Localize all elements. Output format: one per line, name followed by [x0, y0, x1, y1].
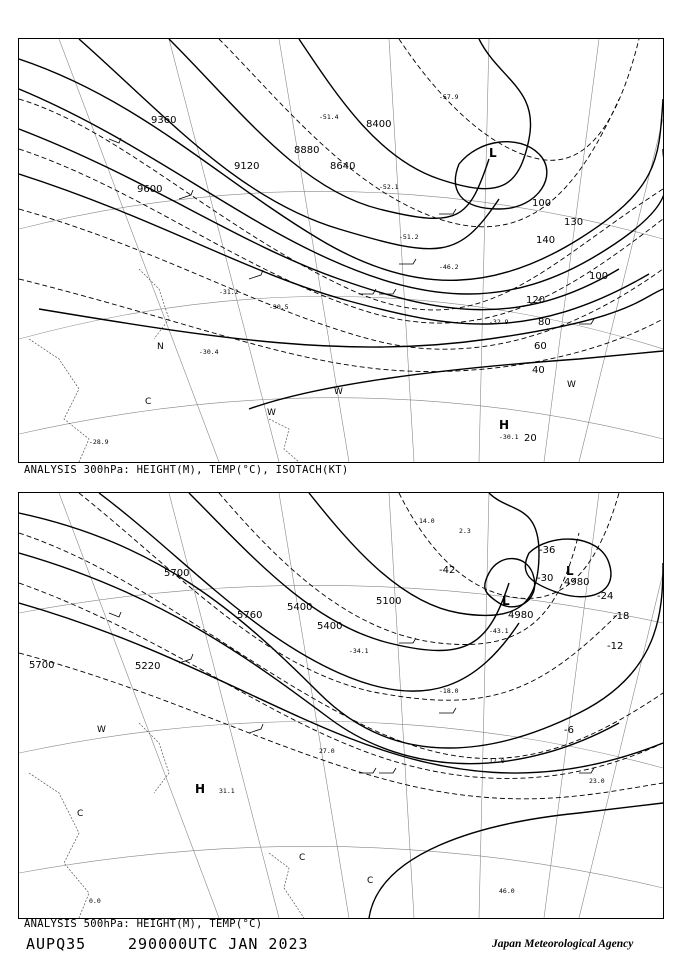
- svg-text:-28.9: -28.9: [89, 438, 109, 446]
- height-label: 5760: [237, 610, 263, 621]
- isotach-label: 80: [538, 317, 551, 328]
- svg-text:27.0: 27.0: [319, 747, 335, 755]
- isotach-label: 130: [564, 217, 584, 228]
- panel-caption-300hpa: ANALYSIS 300hPa: HEIGHT(M), TEMP(°C), ISOTACH(KT): [24, 464, 349, 476]
- low-center-label: L: [489, 146, 497, 160]
- svg-text:-30.1: -30.1: [499, 433, 519, 441]
- isotherm-label: -30: [537, 573, 554, 584]
- svg-text:-46.2: -46.2: [439, 263, 459, 271]
- isotach-label: 60: [534, 341, 547, 352]
- svg-text:0.0: 0.0: [89, 897, 101, 905]
- wind-marker: C: [367, 876, 374, 886]
- isotach-label: 40: [532, 365, 545, 376]
- isotherm-label: -18: [613, 611, 630, 622]
- svg-text:17.0: 17.0: [489, 757, 505, 765]
- svg-text:2.3: 2.3: [459, 527, 471, 535]
- height-label: 8880: [294, 145, 320, 156]
- chart-300hpa: [19, 39, 663, 462]
- isotach-label-group: [524, 198, 608, 444]
- product-code: AUPQ35: [26, 935, 87, 953]
- wind-marker: N: [157, 342, 164, 352]
- svg-text:-52.1: -52.1: [379, 183, 399, 191]
- height-label: 5700: [164, 568, 190, 579]
- svg-text:-43.1: -43.1: [489, 627, 509, 635]
- isotherm-label: -12: [607, 641, 624, 652]
- map-panel-300hpa: [18, 38, 664, 463]
- svg-text:-34.1: -34.1: [349, 647, 369, 655]
- height-label: 4980: [508, 610, 534, 621]
- height-label: 5220: [135, 661, 161, 672]
- graticule: [19, 493, 663, 918]
- wind-marker: W: [97, 725, 106, 735]
- svg-text:-32.9: -32.9: [489, 318, 509, 326]
- svg-text:14.0: 14.0: [419, 517, 435, 525]
- isotherm-label-group: [439, 545, 629, 736]
- isotherm-label: -42: [439, 565, 456, 576]
- map-panel-500hpa: [18, 492, 664, 919]
- height-label: 9360: [151, 115, 177, 126]
- height-label-group: [29, 568, 589, 672]
- svg-text:-30.4: -30.4: [199, 348, 219, 356]
- wind-marker: W: [567, 380, 576, 390]
- valid-time: 290000UTC JAN 2023: [128, 935, 309, 953]
- height-label: 5100: [376, 596, 402, 607]
- svg-text:31.1: 31.1: [219, 787, 235, 795]
- wind-marker: W: [267, 408, 276, 418]
- coastlines: [29, 723, 304, 918]
- low-center-east-label: L: [566, 564, 574, 578]
- height-label: 4980: [564, 577, 590, 588]
- svg-text:23.0: 23.0: [589, 777, 605, 785]
- isotach-label: 100: [589, 271, 609, 282]
- wind-marker: C: [145, 397, 152, 407]
- height-label: 5700: [29, 660, 55, 671]
- height-contours: [19, 493, 663, 918]
- svg-text:-51.2: -51.2: [399, 233, 419, 241]
- isotherm-label: -6: [564, 725, 574, 736]
- wind-marker: C: [299, 853, 306, 863]
- svg-text:-31.2: -31.2: [219, 288, 239, 296]
- wind-barbs: [109, 612, 594, 773]
- svg-text:-30.5: -30.5: [269, 303, 289, 311]
- svg-text:46.0: 46.0: [499, 887, 515, 895]
- height-label: 8640: [330, 161, 356, 172]
- svg-text:-51.4: -51.4: [319, 113, 339, 121]
- wind-marker: C: [77, 809, 84, 819]
- isotach-label: 20: [524, 433, 537, 444]
- coastlines: [29, 269, 299, 462]
- isotach-label: 140: [536, 235, 556, 246]
- height-label: 5400: [317, 621, 343, 632]
- svg-text:-57.9: -57.9: [439, 93, 459, 101]
- svg-text:-18.0: -18.0: [439, 687, 459, 695]
- isotach-label: 120: [526, 295, 546, 306]
- isotach-label: 100: [532, 198, 552, 209]
- chart-500hpa: [19, 493, 663, 918]
- agency-name: Japan Meteorological Agency: [492, 938, 634, 950]
- height-label: 8400: [366, 119, 392, 130]
- wind-marker: W: [334, 387, 343, 397]
- height-label: 9600: [137, 184, 163, 195]
- isotherm-label: -36: [539, 545, 556, 556]
- low-center-west-label: L: [502, 594, 510, 608]
- height-label: 5400: [287, 602, 313, 613]
- panel-caption-500hpa: ANALYSIS 500hPa: HEIGHT(M), TEMP(°C): [24, 918, 263, 930]
- height-label: 9120: [234, 161, 260, 172]
- isotherm-label: -24: [597, 591, 614, 602]
- high-center-label: H: [195, 782, 206, 796]
- high-center-label: H: [499, 418, 510, 432]
